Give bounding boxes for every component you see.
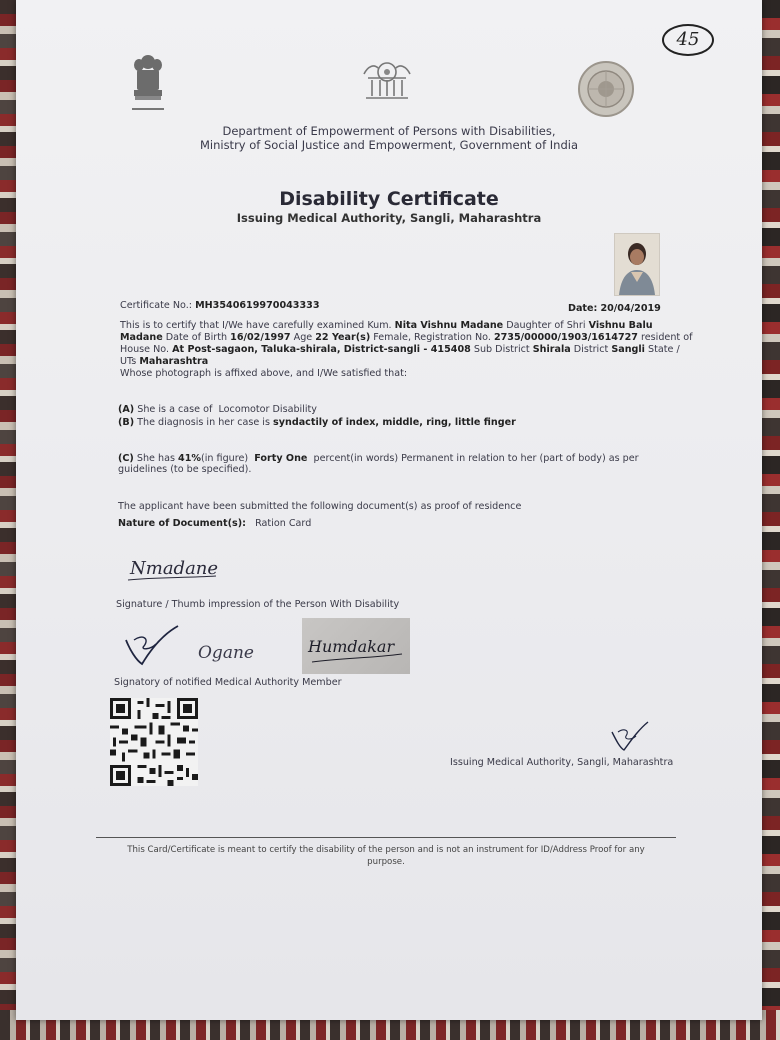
document-nature-label: Nature of Document(s): [118, 518, 246, 529]
body-line-2 [120, 332, 692, 343]
applicant-signature-label: Signature / Thumb impression of the Person With Disability [116, 599, 400, 610]
address: At Post-sagaon, Taluka-shirala, District-sangli - 415408 [172, 344, 471, 355]
clause-a [118, 404, 317, 415]
father-surname: Madane [120, 332, 163, 343]
disability-type: Locomotor Disability [218, 404, 317, 415]
clause-a-label: (A) [118, 404, 135, 415]
body-line-1 [120, 320, 653, 331]
header-ministry: Ministry of Social Justice and Empowerment, Government of India [199, 138, 579, 152]
certificate-number [120, 300, 320, 311]
applicant-photo [614, 233, 660, 296]
disability-percent: 41% [178, 453, 201, 464]
issuing-authority-signature [608, 718, 652, 754]
certificate-date-value: 20/04/2019 [600, 303, 661, 314]
applicant-name: Nita Vishnu Madane [394, 320, 504, 331]
svg-text:Ogane: Ogane [198, 643, 254, 663]
page-number-mark: 45 [662, 24, 714, 56]
svg-text:Humdakar: Humdakar [308, 637, 395, 656]
header-department: Department of Empowerment of Persons with Disabilities, [222, 124, 556, 138]
clause-b-text: The diagnosis in her case is [137, 417, 270, 428]
footer-line-2: purpose. [367, 857, 405, 867]
certificate-number-value: MH3540619970043333 [195, 300, 320, 311]
body-line-4 [120, 356, 208, 367]
body-text: Sub District [473, 344, 530, 355]
footer-line-1: This Card/Certificate is meant to certify the disability of the person and is not an instrument for ID/Address Proof for any [127, 845, 645, 855]
footer-disclaimer [116, 844, 656, 868]
age: 22 Year(s) [315, 332, 371, 343]
body-text: UTs [120, 356, 137, 367]
clause-c-line-2: guidelines (to be specified). [118, 464, 252, 475]
document-nature [118, 518, 311, 529]
body-line-5: Whose photograph is affixed above, and I/We satisfied that: [120, 368, 408, 379]
clause-a-text: She is a case of [137, 404, 213, 415]
state-seal-icon [576, 60, 636, 118]
medical-members-label: Signatory of notified Medical Authority Member [114, 677, 342, 688]
clause-c-text: percent(in words) Permanent in relation to her (part of body) as per [313, 453, 639, 464]
qr-code [110, 698, 198, 786]
date-of-birth: 16/02/1997 [230, 332, 291, 343]
national-emblem-icon [128, 52, 168, 118]
clause-c-label: (C) [118, 453, 134, 464]
clause-b [118, 417, 516, 428]
clause-b-label: (B) [118, 417, 135, 428]
certificate-date-label: Date: [568, 303, 598, 314]
certificate-number-label: Certificate No.: [120, 300, 193, 311]
clause-c [118, 453, 639, 464]
body-text: State / [648, 344, 680, 355]
body-text: District [573, 344, 609, 355]
department-logo-icon [360, 58, 414, 104]
issuing-authority-label: Issuing Medical Authority, Sangli, Maharashtra [450, 757, 674, 768]
body-text: Female, Registration No. [373, 332, 491, 343]
diagnosis: syndactily of index, middle, ring, little finger [273, 417, 516, 428]
body-text: Age [293, 332, 313, 343]
father-name: Vishnu Balu [588, 320, 653, 331]
document-nature-value: Ration Card [255, 518, 312, 529]
state: Maharashtra [139, 356, 209, 367]
svg-text:Nmadane: Nmadane [130, 558, 219, 579]
applicant-signature [126, 546, 222, 588]
page-title: Disability Certificate [279, 188, 499, 210]
page-subtitle: Issuing Medical Authority, Sangli, Maharashtra [236, 211, 542, 225]
body-text: This is to certify that I/We have carefully examined Kum. [120, 320, 392, 331]
disability-percent-words: Forty One [254, 453, 308, 464]
clause-c-text: She has [136, 453, 175, 464]
medical-member-signature-2 [196, 632, 296, 668]
body-text: Daughter of Shri [506, 320, 586, 331]
body-text: Date of Birth [165, 332, 228, 343]
certificate-date [568, 303, 661, 314]
body-text: resident of [641, 332, 693, 343]
clause-c-text: (in figure) [201, 453, 249, 464]
medical-member-stamp [302, 618, 410, 674]
residence-proof-line: The applicant have been submitted the following document(s) as proof of residence [118, 501, 522, 512]
body-line-3 [120, 344, 680, 355]
certificate-page [16, 0, 762, 1020]
district: Sangli [611, 344, 645, 355]
registration-number: 2735/00000/1903/1614727 [493, 332, 638, 343]
medical-member-signature-1 [120, 620, 184, 672]
body-text: House No. [120, 344, 170, 355]
sub-district: Shirala [532, 344, 571, 355]
footer-divider [96, 837, 676, 838]
